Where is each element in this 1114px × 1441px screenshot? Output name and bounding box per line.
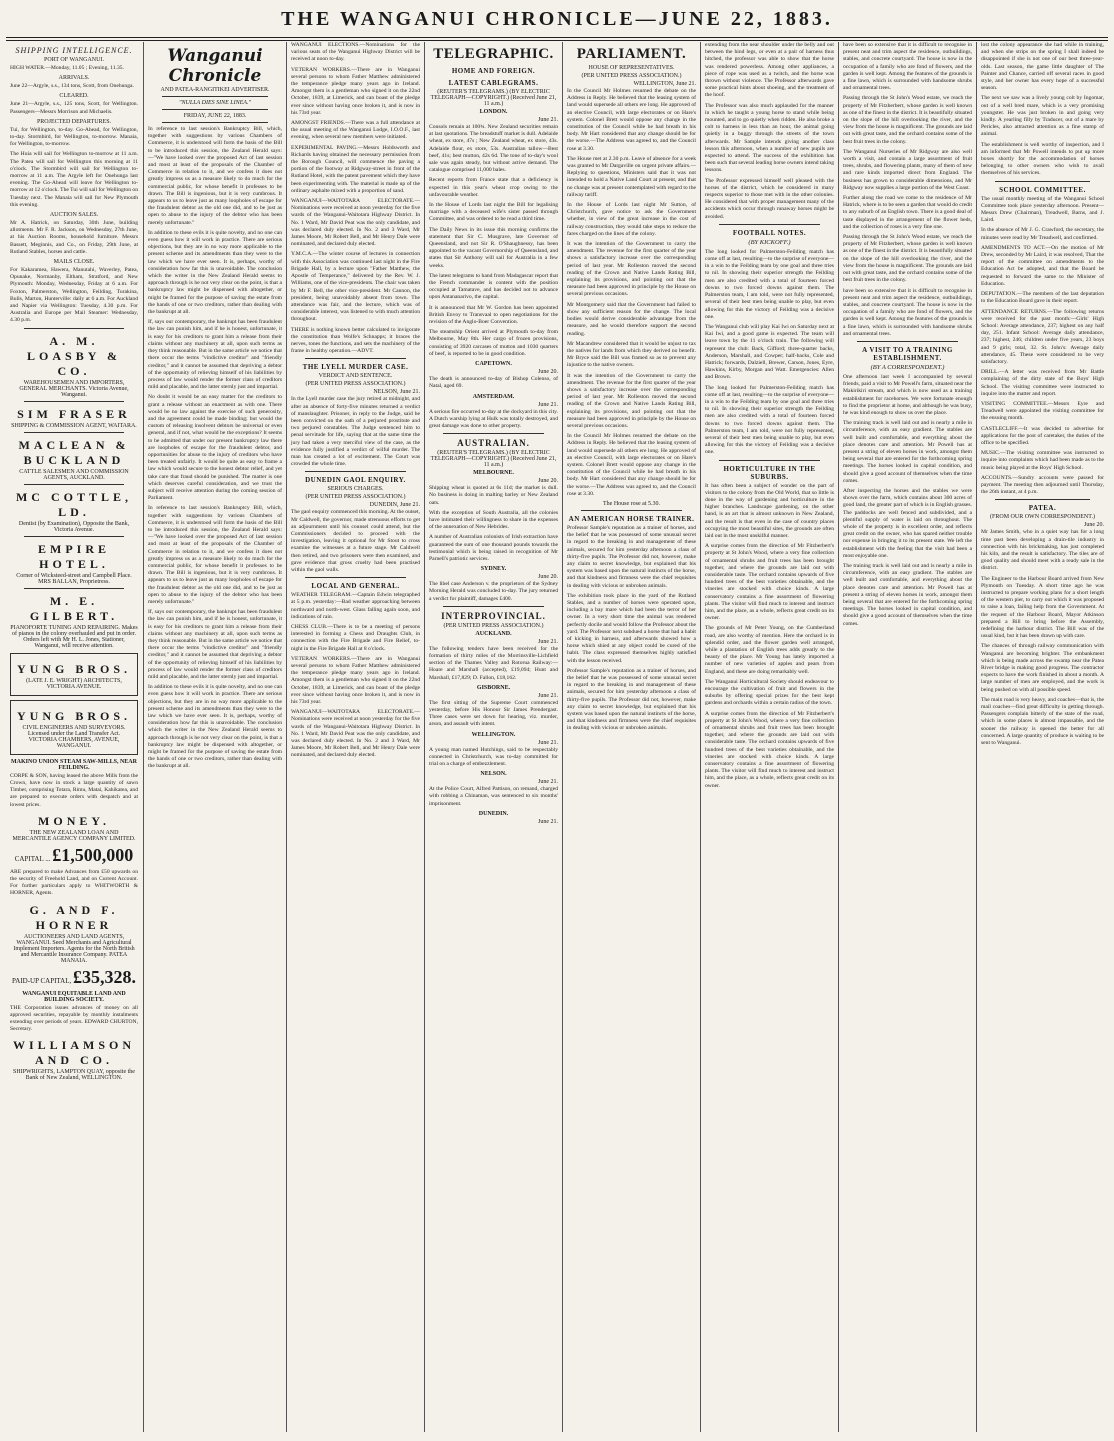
divider bbox=[443, 606, 544, 607]
ad-yung2-text: CIVIL ENGINEERS AND SURVEYORS. Licensed under the Land Transfer Act. VICTORIA CHAMBERS, AVENUE, WANGANUI. bbox=[22, 724, 126, 749]
parliament-close: The House rose at 5.30. bbox=[603, 500, 660, 507]
nameplate-sub: AND PATEA-RANGITIKEI ADVERTISER. bbox=[160, 87, 270, 93]
local-paragraph: AMONGST FRIENDS.—There was a full attendance at the usual meeting of the Wanganui Lodge, I.O.O.F., last evening, when several new members were initiated. bbox=[291, 120, 420, 141]
school-paragraph: ACCOUNTS.—Sundry accounts were passed for payment. The meeting then adjourned until Thursday, the 26th instant, at 4 p.m. bbox=[981, 474, 1104, 496]
ad-maclean-text: CATTLE SALESMEN AND COMMISSION AGENTS, AUCKLAND. bbox=[19, 468, 129, 481]
horticulture-paragraph: A surprise comes from the direction of Mr Fitzherbert's property at St John's Wood, where a very fine collection of ornamental shrubs and fruit trees has been brought together, and where the grounds are laid out with considerable taste. The orchard contains upwards of five hundred trees of the best varieties obtainable, and the vineries are stocked with choice kinds. A large conservatory contains a fine assortment of flowering plants. The visitor will find much to interest and instruct him, and the place, as a whole, reflects great credit on its owner. bbox=[705, 710, 834, 789]
dunedin-text: The gaol enquiry commenced this morning. At the outset, Mr Caldwell, the governor, made strenuous efforts to get an adjournment until his counsel could attend, but the Commissioners decided to proceed with the investigation, leaving it optional for Mr Stout to cross examine the witnesses at a future stage. Mr Caldwell then retired, and two prisoners were then examined, and gave evidence that gross cruelty had been practised within the gaol walls. bbox=[291, 509, 420, 573]
local-paragraph: EXPERIMENTAL PAVING.—Messrs Holdsworth and Richards having obtained the necessary permission from the Borough Council, will commence the paving a portion of the footway at Ridgway-street in front of the Rutland Hotel, with the patent pavement which they have been experimenting with. The material is made up of the ordinary asphalte mixed with a proportion of sand. bbox=[291, 144, 420, 194]
parliament-paragraph: The House met at 2.30 p.m. Leave of absence for a week was granted to Mr Dargaville on urgent private affairs.—Replying to questions, Ministers said that it was not intended to hold a Native Land Court at present, and that no change was at present contemplated with regard to the railway tariff. bbox=[567, 155, 696, 198]
column-football bbox=[701, 42, 838, 1432]
horse-heading: AN AMERICAN HORSE TRAINER. bbox=[568, 514, 695, 523]
horse-continued: The Professor was also much applauded for the manner in which he taught a young horse to stand while being mounted, and to go quietly when ridden. He also broke a colt to harness in less than an hour, the animal going quietly in a buggy through the streets of the town afterwards. Mr Sample intends giving another class lesson this afternoon, when a number of new pupils are expected to attend. The success of the exhibition has been such that several leading horse owners intend taking lessons. bbox=[705, 102, 834, 174]
auction-text: Mr A. Hatrick, on Saturday, 30th June, building allotments. Mr F. R. Jackson, on Wednesday, 27th June, at his Auction Rooms, household furniture. Messrs Bassett, Meginnis, and Co., on Friday, 29th June, at Rutland Stables, horses and cattle. bbox=[10, 220, 138, 255]
horse-continued: extending from the near shoulder under the belly and out between the hind legs, or even at a pair of harness thus hitched, the professor was able to show that the horse was rendered powerless. Among other appliances, a piece of rope was used as a twitch, and the horse was thrown without violence. The Professor afterwards gave some practical hints about shoeing, and the treatment of the hoof. bbox=[705, 42, 834, 99]
dunedin-subheading: SERIOUS CHARGES. bbox=[327, 486, 384, 493]
patea-heading: PATEA. bbox=[1028, 504, 1057, 513]
high-water-text: HIGH WATER.—Monday, 11.05 ; Evening, 11.35. bbox=[10, 65, 124, 71]
parliament-paragraph: In the House of Lords last night Mr Sutton, of Christchurch, gave notice to ask the Government whether, in view of the great increase in the cost of railway construction, they would take steps to reduce the fares charged on the lines of the colony. bbox=[567, 202, 696, 237]
school-paragraph: ATTENDANCE RETURNS.—The following returns were received for the past month:—Girls' High School: Average attendance, 237; highest on any half day, 251. Infant School: Average daily attendance, 237; highest, 246; children under five years, 23 boys and 9 girls; total, 32. St. John's: Average daily attendance, 45. These were considered to be very satisfactory. bbox=[981, 308, 1104, 365]
sydney-date: June 20. bbox=[538, 574, 558, 581]
projected-heading: PROJECTED DEPARTURES. bbox=[36, 118, 112, 125]
nelson-date: June 21. bbox=[538, 779, 558, 786]
local-paragraph: VETERAN WORKERS.—There are in Wanganui several persons to whom Father Matthew administered the temperance pledge many years ago in Ireland. Amongst them is a gentleman who signed it on the 22nd October, 1839, at Limerick, and can boast of the pledge ever since without having once broken it, and is now in his 73rd year. bbox=[291, 655, 420, 706]
ad-yung-box bbox=[10, 653, 138, 696]
motto: "NULLA DIES SINE LINEA." bbox=[179, 100, 251, 106]
cable-paragraph: In the House of Lords last night the Bill for legalising marriage with a deceased wife's sister passed through Committee, and was ordered to be read a third time. bbox=[429, 202, 558, 223]
suburbs-paragraph: Further along the road we come to the residence of Mr Hatrick, where is to be seen a garden that would do credit to any suburb of an English town. There is a good deal of taste displayed in the arrangement of the flower beds, and the collection of roses is a very fine one. bbox=[843, 195, 972, 230]
divider bbox=[24, 432, 124, 433]
horse-paragraph: Professor Sample's reputation as a trainer of horses, and the belief that he was possessed of some unusual secret in regard to the breaking in and management of these animals, secured for him yesterday afternoon a class of thirty-five pupils. The Professor did not, however, make any claim to secret knowledge, but explained that his system was based upon the natural instincts of the horse, and that kindness and firmness were the chief requisites in dealing with vicious or unbroken animals. bbox=[567, 524, 696, 589]
training-paragraph: The training track is well laid out and is nearly a mile in circumference, with an easy gradient. The stables are well built and comfortable, and everything about the place denotes care and attention. Mr Powell has at present a string of eleven horses in work, amongst them being several that are entered for the forthcoming spring meetings. The horses looked in capital condition, and should give a good account of themselves when the time comes. bbox=[843, 563, 972, 627]
horticulture-paragraph: The grounds of Mr Peter Young, on the Cumberland road, are also worthy of mention. Here the orchard is in splendid order, and the flower garden well arranged, while a plantation of English trees adds greatly to the beauty of the place. Mr Young has lately imported a number of new varieties of apples and pears from England, and these are doing remarkably well. bbox=[705, 625, 834, 675]
sailings-text: The Huia will sail for Wellington to-morrow at 11 a.m. The Patea will sail for Wellington this morning at 11 o'clock. The Stormbird will sail for Wellington to-morrow at 11 a.m. The Argyle left for Onehunga last evening. The Go-Ahead will leave for Wellington to-morrow at 12 o'clock. The Tui will sail for Wellington on Tuesday next. The Manaia will sail for New Plymouth this evening. bbox=[10, 151, 138, 208]
cable-paragraph: The Daily News in its issue this morning confirms the statement that Sir C. Musgrave, late Governor of Queensland, and not Sir R. O'Shaughnessy, has been appointed to the vacant Governorship of Queensland, and states that Sir Anthony will sail for Australia in a few weeks. bbox=[429, 226, 558, 269]
training-paragraph: One afternoon last week I accompanied by several friends, paid a visit to Mr Powell's farm, situated near the Makirikiri stream, and which is now used as a training establishment for racehorses. We were fortunate enough to find the proprietor at home, and although he was busy, he was kind enough to show us over the place. bbox=[843, 373, 972, 416]
column-shipping-ads bbox=[6, 42, 142, 1432]
divider bbox=[24, 484, 124, 485]
dunedin-assoc: (PER UNITED PRESS ASSOCIATION.) bbox=[305, 494, 406, 501]
parliament-paragraph: In the Council Mr Holmes resumed the debate on the Address in Reply. He believed that the leasing system of land would supersede all others ere long. He approved of an elective Council, with large electorates or on Hare's system. Colonel Brett would oppose any change in the constitution of the Council while he had breath in his body. Mr Hart considered that any change should be for the worse.—The Address was agreed to, and the Council rose at 3.30. bbox=[567, 88, 696, 152]
money-text: ARE prepared to make Advances from £50 upwards on the security of Freehold Land, and on Current Account. For further particulars apply to WHITWORTH & HORNER, Agents. bbox=[10, 868, 138, 897]
school-heading: SCHOOL COMMITTEE. bbox=[999, 185, 1086, 194]
column-local bbox=[287, 42, 424, 1432]
divider bbox=[305, 577, 406, 578]
australian-note: (REUTER'S TELEGRAMS.) (BY ELECTRIC TELEGRAPH—COPYRIGHT.) (Received June 21, 11 a.m.) bbox=[430, 450, 557, 469]
divider bbox=[581, 510, 682, 511]
divider bbox=[995, 181, 1090, 182]
local-paragraph: VETERAN WORKERS.—There are in Wanganui several persons to whom Father Matthew administered the temperance pledge many years ago in Ireland. Amongst them is a gentleman who signed it on the 22nd October, 1839, at Limerick, and can boast of the pledge ever since without having once broken it, and is now in his 73rd year. bbox=[291, 66, 420, 116]
cable-paragraph: The libel case Anderson v. the proprietors of the Sydney Morning Herald was concluded to-day. The jury returned a verdict for plaintiff, damages £400. bbox=[429, 581, 558, 602]
cable-paragraph: Recent reports from France state that a deficiency is expected in this year's wheat crop owing to the unfavourable weather. bbox=[429, 177, 558, 198]
training-continued: The establishment is well worthy of inspection, and I am informed that Mr Powell intends to put up more boxes shortly for the accommodation of horses belonging to other owners who wish to avail themselves of his services. bbox=[981, 141, 1104, 177]
sawmill-heading: MAKINO UNION STEAM SAW-MILLS, NEAR FEILDING. bbox=[11, 758, 137, 771]
local-paragraph: THERE is nothing known better calculated to invigorate the constitution than Wolfe's Schnapps; it braces the nerves, tones the functions, and sets the machinery of the frame in healthy operation.—ADVT. bbox=[291, 326, 420, 355]
paidup-label: PAID-UP CAPITAL, bbox=[12, 976, 73, 985]
horticulture-heading: HORTICULTURE IN THE SUBURBS. bbox=[723, 464, 816, 481]
amsterdam-date: June 21. bbox=[538, 401, 558, 408]
divider bbox=[162, 96, 268, 97]
local-paragraph: WANGANUI—WAITOTARA ELECTORATE.—Nominations were received at noon yesterday for the five wards of the Wanganui-Waitotara Highway District. In No. 1 Ward, Mr David Peat was the only candidate, and was declared duly elected. In No. 2 and 3 Ward, Mr James Moore, Mr Robert Bell, and Mr Henry Dale were nominated, and declared duly elected. bbox=[291, 198, 420, 248]
local-paragraph: WANGANUI—WAITOTARA ELECTORATE.—Nominations were received at noon yesterday for the five wards of the Wanganui-Waitotara Highway District. In No. 1 Ward, Mr David Peat was the only candidate, and was declared duly elected. In No. 2 and 3 Ward, Mr James Moore, Mr Robert Bell, and Mr Henry Dale were nominated, and declared duly elected. bbox=[291, 709, 420, 759]
suburbs-paragraph: have been so extensive that it is difficult to recognise in present neat and trim aspect the residence, outbuildings, stables, and concrete courtyard. The house is now in the occupation of a family who are fond of flowers, and the garden is well kept. Among the features of the grounds is a fine lawn, which is surrounded with handsome shrubs and ornamental trees. bbox=[843, 42, 972, 92]
ad-fraser-text: SHIPPING & COMMISSION AGENT, WAITARA. bbox=[11, 422, 137, 429]
masthead bbox=[0, 8, 1114, 36]
suburbs-paragraph: have been so extensive that it is difficult to recognise in present neat and trim aspect the residence, outbuildings, stables, and concrete courtyard. The house is now in the occupation of a family who are fond of flowers, and the garden is well kept. Among the features of the grounds is a fine lawn, which is surrounded with handsome shrubs and ornamental trees. bbox=[843, 287, 972, 337]
ad-society-title: WANGANUI EQUITABLE LAND AND BUILDING SOCIETY. bbox=[22, 990, 126, 1003]
lyell-subheading: VERDICT AND SENTENCE. bbox=[318, 373, 393, 380]
arrivals-heading: ARRIVALS. bbox=[58, 75, 90, 82]
column-suburbs bbox=[839, 42, 976, 1432]
paidup-line bbox=[10, 967, 138, 988]
ad-society-text: THE Corporation issues advances of money on all approved securities, repayable by monthly instalments extending over periods of years. EDWARD CHURTON, Secretary. bbox=[10, 1004, 138, 1033]
ad-cottle-text: Dentist (by Examination), Opposite the Bank, Victoria Avenue. bbox=[18, 520, 130, 533]
cable-paragraph: It is announced that Mr W. Gordon has been appointed British Envoy to Transvaal to open negotiations for the revision of the Anglo-Boer Convention. bbox=[429, 304, 558, 326]
divider bbox=[443, 433, 544, 434]
dunedin-dateline: DUNEDIN, June 21. bbox=[369, 502, 420, 509]
capital-value: £1,500,000 bbox=[52, 844, 134, 865]
school-paragraph: The usual monthly meeting of the Wanganui School Committee took place yesterday afternoon. Present—Messrs Drew (Chairman), Treadwell, Barns, and J. Laird. bbox=[981, 195, 1104, 224]
capital-label: CAPITAL ... bbox=[14, 854, 53, 863]
capetown-date: June 20. bbox=[538, 369, 558, 376]
melbourne-heading: MELBOURNE. bbox=[473, 470, 514, 477]
local-paragraph: CHESS CLUB.—There is to be a meeting of persons interested in forming a Chess and Draughts Club, in connection with the Fire Brigade and Fire Relief, to-night in the Fire Brigade Hall at 8 o'clock. bbox=[291, 624, 420, 652]
school-paragraph: DRILL.—A letter was received from Mr Battle complaining of the dirty state of the Boys' High School. The visiting committee were instructed to inquire into the matter and report. bbox=[981, 369, 1104, 397]
arrivals-text: June 22—Argyle, s.s., 134 tons, Scott, from Onehunga. bbox=[10, 83, 134, 90]
patea-date: June 20. bbox=[1084, 522, 1104, 529]
training-paragraph: The training track is well laid out and is nearly a mile in circumference, with an easy gradient. The stables are well built and comfortable, and everything about the place denotes care and attention. Mr Powell has at present a string of eleven horses in work, amongst them being several that are entered for the forthcoming spring meetings. The horses looked in capital condition, and should give a good account of themselves when the time comes. bbox=[843, 420, 972, 484]
leader-paragraph: In reference to last session's Bankruptcy Bill, which, together with suggestions by various Chambers of Commerce, it is understood will form the basis of the Bill to be introduced this session, the Zealand Herald says:—"We have looked over the proposed Act of last session and most at least of the proposals of the Chamber of Commerce in relation to it, and we confess it does not greatly impress us as a measure likely to do much for the commercial public, for whose benefit it professes to be drawn. The Bill is ingenious, but it is very cumbrous. It appears to us to leave just as many loopholes of escape for the fraudulent debtor as the old one did, and to be just as open to abuse to the injury of the debtor who has been merely unfortunate." bbox=[148, 126, 282, 226]
telegraphic-sub1: HOME AND FOREIGN. bbox=[451, 67, 536, 75]
parliament-paragraph: In the Council Mr Holmes resumed the debate on the Address in Reply. He believed that the leasing system of land would supersede all others ere long. He approved of an elective Council, with large electorates or on Hare's system. Colonel Brett would oppose any change in the constitution of the Council while he had breath in his body. Mr Hart considered that any change should be for the worse.—The Address was agreed to, and the Council rose at 3.30. bbox=[567, 433, 696, 497]
parliament-dateline: WELLINGTON, June 21. bbox=[633, 81, 696, 87]
ad-gilbert-text: PIANOFORTE TUNING AND REPAIRING. Makes of pianos in the colony overhauled and put in order. Orders left with Mr H. L. Jones, Stationer, Wanganui, will receive attention. bbox=[10, 624, 138, 649]
ad-yung-title: YUNG BROS. bbox=[16, 661, 131, 676]
leader-paragraph: In addition to these evils it is quite novelty, and no one can even guess how it will work in practice. There are serious objections, but they are in no way more applicable to the present scheme and its amendments than they were to the law which we have ever seen. It is, perhaps, worthy of consideration how far this is unavoidable. The conclusion which the writer in the New Zealand Herald seems to approach through is he not very clear on the point, is that a bankruptcy law might be dispensed with altogether, or might be framed for the purpose of saving the estate from the hands of one or two creditors, rather than dealing with the bankrupt at all. bbox=[148, 684, 282, 770]
patea-paragraph: The main road is very heavy, and coaches—that is, the mail coaches—find great difficulty in getting through. Passengers complain bitterly of the state of the road, which in some places is almost impassable, and the sooner the railway is opened the better for all concerned. A large quantity of produce is waiting to be sent to Wanganui. bbox=[981, 696, 1104, 747]
dunedin2-heading: DUNEDIN. bbox=[478, 810, 509, 817]
local-paragraph: WEATHER TELEGRAM.—Captain Edwin telegraphed at 5 p.m. yesterday:—Bad weather approaching between northward and north-west. Glass falling again soon, and indications of rain. bbox=[291, 592, 420, 620]
parliament-subheading: HOUSE OF REPRESENTATIVES. bbox=[588, 65, 675, 71]
shipping-heading: SHIPPING INTELLIGENCE. bbox=[15, 46, 133, 55]
cleared-text: June 21—Argyle, s.s., 125 tons, Scott, for Wellington. Passengers—Messrs Morrison and Michaelis. bbox=[10, 101, 138, 115]
patea-paragraph: Mr James Smith, who in a quiet way has for a long time past been developing a drain-tile industry in connection with his brickmaking, has just completed his kiln, and the result is satisfactory. The tiles are of good quality and should meet with a ready sale in the district. bbox=[981, 529, 1104, 572]
cable-paragraph: At the Police Court, Alfred Pattison, on remand, charged with robbing a Chinaman, was sentenced to six months' imprisonment. bbox=[429, 786, 558, 807]
divider bbox=[305, 358, 406, 359]
football-paragraph: The long looked for Palmerston-Feilding match has come off at last, resulting—to the surprise of everyone—in a win to the Feilding team by one goal and three tries to nil. In showing their superior strength the Feilding men are also credited with a total of fourteen forced downs to two forced downs against them. The Palmerston team, I am told, were not fully represented, several of their best men being unable to play, but even allowing for this the victory of Feilding was a decisive one. bbox=[705, 248, 834, 320]
ad-yung2-box bbox=[10, 700, 138, 755]
parliament-heading: PARLIAMENT. bbox=[576, 46, 687, 62]
divider bbox=[857, 341, 958, 342]
ad-horner-text: AUCTIONEERS AND LAND AGENTS, WANGANUI. Seed Merchants and Agricultural Implement Importers. Agents for the North British and Mercantile Insurance Company. PATEA MANAIA. bbox=[13, 933, 135, 964]
lyell-text: In the Lyell murder case the jury retired at midnight, and after an absence of forty-five minutes returned a verdict of manslaughter. Prisoner, in reply to the Judge, said he been convicted on the oath of a perjured prostitute and two perjured constables. The Judge sentenced him to penal servitude for life, saying that at the same time the jury had taken a very merciful view of the case, as the evidence fully justified a verdict of wilful murder. The man has created a lot of excitement. The Court was crowded the whole time. bbox=[291, 396, 420, 468]
column-telegraphic bbox=[425, 42, 562, 1432]
column-parliament bbox=[563, 42, 700, 1432]
wellington-date: June 21. bbox=[538, 739, 558, 746]
football-byline: (BY KICKOFF.) bbox=[748, 238, 791, 246]
divider bbox=[995, 499, 1090, 500]
leader-paragraph: If, says our contemporary, the bankrupt has been fraudulent the law can punish him, and if he is honest, unfortunate, it is easy for his creditors to grant him a release from their claims without any machinery at all, upon such terms as they think reasonable. But in the same article we notice that there occur the terms "vindictive creditor" and "friendly creditor," and it cannot be assumed that depriving a debtor of the opportunity of relieving himself of his liabilities by process of law would render the former class of creditors mild and placable, and the latter sternly just and impartial. bbox=[148, 319, 282, 391]
telegraphic-note: (REUTER'S TELEGRAMS.) (BY ELECTRIC TELEGRAPH—COPYRIGHT.) (Received June 21, 11 a.m.) bbox=[430, 89, 557, 107]
ad-maclean-title: MACLEAN & BUCKLAND bbox=[18, 437, 130, 467]
paidup-value: £35,328. bbox=[72, 966, 136, 987]
lyell-heading: THE LYELL MURDER CASE. bbox=[302, 363, 409, 372]
training-continued: lost the colony appearance she had while in training, and when she strips on the spring I shall indeed be disappointed if she is not one of our best three-year-olds. Last season, the game little daughter of The Painter and Chance, carried off several races in good style, and her owner has every hope of a successful season. bbox=[981, 42, 1104, 92]
football-heading: FOOTBALL NOTES. bbox=[732, 228, 807, 237]
mails-heading: MAILS CLOSE. bbox=[53, 259, 95, 266]
ad-loasby-text: WAREHOUSEMEN AND IMPORTERS, GENERAL MERCHANTS. Victoria Avenue, Wanganui. bbox=[19, 379, 129, 398]
cable-paragraph: A serious fire occurred to-day at the dockyard in this city. A Dutch warship lying at Hulk was totally destroyed, and great damage was done to other property. bbox=[429, 408, 558, 429]
london-date: June 21. bbox=[538, 117, 558, 123]
parliament-paragraph: Mr Montgomery said that the Government had failed to show any sufficient reason for the change. The local bodies would derive considerable advantage from the measure, and he would therefore support the second reading. bbox=[567, 301, 696, 337]
telegraphic-sub2: LATEST CABLEGRAMS. bbox=[448, 79, 539, 87]
ad-yung2-title: YUNG BROS. bbox=[16, 708, 131, 723]
ad-empire-title: EMPIRE HOTEL. bbox=[38, 541, 110, 571]
school-paragraph: In the absence of Mr J. G. Crawford, the secretary, the minutes were read by Mr Treadwell, and confirmed. bbox=[981, 227, 1104, 241]
suburbs-paragraph: Passing through the St John's Wood estate, we reach the property of Mr Fitzherbert, whose garden is well known as one of the finest in the district. It is beautifully situated on the slope of the hill overlooking the river, and the view from the house is magnificent. The grounds are laid out with great taste, and the orchard contains some of the best fruit trees in the colony. bbox=[843, 234, 972, 284]
horticulture-paragraph: The Wanganui Horticultural Society should endeavour to encourage the cultivation of fruit and flowers in the suburbs by offering special prizes for the best kept gardens and orchards within a certain radius of the town. bbox=[705, 678, 834, 707]
money-heading: MONEY. bbox=[38, 813, 110, 828]
patea-paragraph: The Engineer to the Harbour Board arrived from New Plymouth on Tuesday. A short time ago he was instructed to prepare working plans for a short length of the western pier, to carry out which it was proposed to raise a loan, failing help from the Government. At the request of the Harbour Board, Mayor Atkinson prepared a Bill to bring before the Assembly, redefining the harbour district. The Bill was of the usual kind, but it has been drawn up with care. bbox=[981, 575, 1104, 640]
capetown-heading: CAPETOWN. bbox=[475, 361, 512, 368]
local-heading: LOCAL AND GENERAL. bbox=[311, 582, 400, 591]
divider bbox=[719, 460, 820, 461]
ad-williamson-title: WILLIAMSON AND CO. bbox=[12, 1038, 135, 1068]
school-paragraph: AMENDMENTS TO ACT.—On the motion of Mr Drew, seconded by Mr Laird, it was resolved, That the report of the committee on amendments to the Education Act be adopted, and that the Board be requested to forward the same to the Minister of Education. bbox=[981, 244, 1104, 287]
telegraphic-heading: TELEGRAPHIC. bbox=[433, 46, 554, 62]
ad-fraser-title: SIM FRASER bbox=[17, 406, 131, 421]
capital-line bbox=[10, 845, 138, 866]
nelson-heading: NELSON. bbox=[480, 771, 507, 778]
interprovincial-assoc: (PER UNITED PRESS ASSOCIATION.) bbox=[443, 622, 544, 629]
training-paragraph: After inspecting the horses and the stables we were shown over the farm, which contains about 300 acres of good land, the greater part of which is in English grasses. The paddocks are well fenced and subdivided, and a plentiful supply of water is laid on throughout. The whole of the property is in excellent order, and reflects great credit on the owner, who has spared neither trouble nor expense in bringing it to its present state. We left the establishment with the feeling that the visit had been a most enjoyable one. bbox=[843, 487, 972, 559]
training-heading: A VISIT TO A TRAINING ESTABLISHMENT. bbox=[862, 345, 953, 362]
school-paragraph: VISITING COMMITTEE.—Messrs Eyre and Treadwell were appointed the visiting committee for the ensuing month. bbox=[981, 400, 1104, 422]
football-paragraph: The Wanganui club will play Kai Iwi on Saturday next at Kai Iwi, and a good game is expected. The team will leave town by the 11 o'clock train. The following will represent the club: Back, Gifford; three-quarter backs, Anderson, Marshall, and Cowper; half-backs, Cole and Hatrick; forwards, Dalziell, Brewer, Carson, Jones, Eyre, Hawkins, Kirby, Morgan and Watt. Emergencies: Allen and Brown. bbox=[705, 323, 834, 381]
divider bbox=[162, 122, 268, 123]
nameplate: Wanganui Chronicle bbox=[167, 46, 263, 86]
school-paragraph: DEPUTATION.—The members of the last deputation to the Education Board gave in their report. bbox=[981, 291, 1104, 305]
leader-paragraph: No doubt it would be an easy matter for the creditors to grant a release without an enactment as with one. There would be no law against the exercise of such generosity, and the agreement could be made binding; but would the custom of releasing insolvent debtors be universal or even general, and if not, what would be the exceptions? It seems to be admitted that under our present bankruptcy law there are loopholes of escape for the fraudulent debtor, and opportunities for abuse to the injury of creditors who have been treated unfairly. It would be quite as easy to frame a law which would secure to the honest debtor relief, and yet take care that fraud should be punished. The matter is one which deserves careful consideration, and we trust the subject will receive attention during the coming session of Parliament. bbox=[148, 394, 282, 502]
suburbs-paragraph: The Wanganui Nurseries of Mr Ridgway are also well worth a visit, and contain a large assortment of fruit trees, shrubs, and flowering plants, many of them of new and rare kinds imported direct from England. The business has grown to considerable dimensions, and Mr Ridgway now supplies a large portion of the West Coast. bbox=[843, 148, 972, 191]
money-subheading: THE NEW ZEALAND LOAN AND MERCANTILE AGENCY COMPANY LIMITED. bbox=[12, 829, 136, 842]
parliament-paragraph: It was the intention of the Government to carry the amendment. The revenue for the first quarter of the year shows a satisfactory increase over the corresponding period of last year. Mr Rolleston moved the second reading of the Crown and Native Lands Rating Bill, explaining its provisions, and pointing out that the measure had been approved in principle by the House on several previous occasions. bbox=[567, 241, 696, 298]
suburbs-paragraph: Passing through the St John's Wood estate, we reach the property of Mr Fitzherbert, whose garden is well known as one of the finest in the district. It is beautifully situated on the slope of the hill overlooking the river, and the view from the house is magnificent. The grounds are laid out with great taste, and the orchard contains some of the best fruit trees in the colony. bbox=[843, 95, 972, 145]
masthead-rule bbox=[6, 37, 1108, 38]
school-paragraph: MUSIC.—The visiting committee was instructed to inquire into complaints which had been made as to the music being played at the Boys' High School. bbox=[981, 450, 1104, 471]
auckland-heading: AUCKLAND. bbox=[475, 630, 512, 637]
column-editorial bbox=[144, 42, 286, 1432]
cable-paragraph: A young man named Hutchings, said to be respectably connected in Christchurch, was to-day committed for trial on a charge of embezzlement. bbox=[429, 746, 558, 767]
football-paragraph: The long looked for Palmerston-Feilding match has come off at last, resulting—to the surprise of everyone—in a win to the Feilding team by one goal and three tries to nil. In showing their superior strength the Feilding men are also credited with a total of fourteen forced downs to two forced downs against them. The Palmerston team, I am told, were not fully represented, several of their best men being unable to play, but even allowing for this the victory of Feilding was a decisive one. bbox=[705, 384, 834, 456]
london-heading: LONDON. bbox=[479, 109, 508, 115]
divider bbox=[24, 401, 124, 402]
gisborne-heading: GISBORNE. bbox=[476, 684, 511, 691]
column-school bbox=[977, 42, 1108, 1432]
divider bbox=[162, 109, 268, 110]
sawmill-text: CORPE & SON, having leased the above Mills from the Crown, have now in stock a large quantity of sawn Timber, comprising Totara, Rimu, Matai, Kahikatea, and are prepared to execute orders with despatch and at lowest prices. bbox=[10, 772, 138, 808]
horse-paragraph: Professor Sample's reputation as a trainer of horses, and the belief that he was possessed of some unusual secret in regard to the breaking in and management of these animals, secured for him yesterday afternoon a class of thirty-five pupils. The Professor did not, however, make any claim to secret knowledge, but explained that his system was based upon the natural instincts of the horse, and that kindness and firmness were the chief requisites in dealing with vicious or unbroken animals. bbox=[567, 667, 696, 732]
ad-horner-title: G. AND F. HORNER bbox=[29, 902, 119, 932]
interprovincial-heading: INTERPROVINCIAL. bbox=[441, 610, 546, 621]
local-paragraph: WANGANUI ELECTIONS.—Nominations for the various seats of the Wanganui Highway District will be received at noon to-day. bbox=[291, 42, 420, 63]
divider bbox=[24, 328, 124, 329]
australian-heading: AUSTRALIAN. bbox=[457, 438, 530, 449]
patea-paragraph: The chances of through railway communication with Wanganui are becoming brighter. The embankment which is being made across the swamp near the Patea River bridge is making good progress. The contractor expects to have the work finished in about a month. A large number of men are employed, and the work is being pushed on with all possible speed. bbox=[981, 643, 1104, 693]
mails-text: For Kakaramea, Hawera, Manutahi, Waverley, Patea, Opunake, Normanby, Eltham, Stratford, and New Plymouth: Monday, Wednesday, Friday at 6 a.m. For Foxton, Palmerston, Wellington, Feilding, Turakina, Bulls, Marton, Hunterville: daily at 6 a.m. For Auckland and Napier via Wellington: Tuesday, 4.30 p.m. For Australia and Europe per Mail Steamer: Wednesday, 4.30 p.m. bbox=[10, 267, 138, 324]
divider bbox=[719, 224, 820, 225]
dunedin2-date: June 21. bbox=[538, 818, 558, 825]
cable-paragraph: With the exception of South Australia, all the colonies have intimated their willingness to share in the expenses of the annexation of New Hebrides. bbox=[429, 509, 558, 531]
port-heading: PORT OF WANGANUI. bbox=[44, 57, 104, 63]
amsterdam-heading: AMSTERDAM. bbox=[472, 393, 515, 400]
school-paragraph: CASTLECLIFF.—It was decided to advertise for applications for the post of caretaker, the duties of the office to be specified. bbox=[981, 425, 1104, 446]
ad-cottle-title: MC COTTLE, LD. bbox=[15, 489, 132, 519]
issue-date: FRIDAY, JUNE 22, 1883. bbox=[183, 113, 247, 119]
cable-paragraph: The first sitting of the Supreme Court commenced yesterday, before His Honour Sir James Prendergast. Three cases were set down for hearing, viz. murder, arson, and assault with intent. bbox=[429, 699, 558, 728]
cable-paragraph: The death is announced to-day of Bishop Colenso, of Natal, aged 69. bbox=[429, 376, 558, 390]
leader-paragraph: If, says our contemporary, the bankrupt has been fraudulent the law can punish him, and if he is honest, unfortunate, it is easy for his creditors to grant him a release from their claims without any machinery at all, upon such terms as they think reasonable. But in the same article we notice that there occur the terms "vindictive creditor" and "friendly creditor," and it cannot be assumed that depriving a debtor of the opportunity of relieving himself of his liabilities by process of law would render the former class of creditors mild and placable, and the latter sternly just and impartial. bbox=[148, 609, 282, 681]
wellington-heading: WELLINGTON. bbox=[471, 731, 516, 738]
horticulture-paragraph: A surprise comes from the direction of Mr Fitzherbert's property at St John's Wood, where a very fine collection of ornamental shrubs and fruit trees has been brought together, and where the grounds are laid out with considerable taste. The orchard contains upwards of five hundred trees of the best varieties obtainable, and the vineries are stocked with choice kinds. A large conservatory contains a fine assortment of flowering plants. The visitor will find much to interest and instruct him, and the place, as a whole, reflects great credit on its owner. bbox=[705, 543, 834, 622]
lyell-assoc: (PER UNITED PRESS ASSOCIATION.) bbox=[305, 381, 406, 388]
cable-paragraph: Shipping wheat is quoted at 6s 11d; the market is dull. No business is doing in malting barley or New Zealand oats. bbox=[429, 485, 558, 506]
training-byline: (BY A CORRESPONDENT.) bbox=[870, 363, 945, 371]
melbourne-date: June 20. bbox=[538, 478, 558, 485]
cable-paragraph: The following tenders have been received for the formation of thirty miles of the Morrinsville-Lichfield section of the Thames Valley and Rotorua Railway:—Hoare and Marshall (accepted), £19,094; Hunt and Marshall, £17,829; D. Fallon, £18,162. bbox=[429, 645, 558, 681]
dunedin-heading: DUNEDIN GAOL ENQUIRY. bbox=[305, 476, 406, 485]
cable-paragraph: A number of Australian colonists of Irish extraction have guaranteed the sum of one thousand pounds towards the testimonial which is being raised in recognition of Mr Parnell's patriotic services. bbox=[429, 534, 558, 562]
masthead-title: THE WANGANUI CHRONICLE—JUNE 22, 1883. bbox=[281, 8, 833, 30]
ad-gilbert-title: M. E. GILBERT. bbox=[29, 593, 119, 623]
ad-empire-text: Corner of Wicksteed-street and Campbell Place. MRS BALLAN, Proprietress. bbox=[16, 572, 132, 585]
divider bbox=[24, 536, 124, 537]
ad-williamson-text: SHIPWRIGHTS, LAMPTON QUAY, opposite the Bank of New Zealand, WELLINGTON. bbox=[13, 1069, 135, 1082]
lyell-dateline: NELSON, June 21. bbox=[373, 389, 420, 396]
parliament-assoc: (PER UNITED PRESS ASSOCIATION.) bbox=[581, 73, 682, 79]
cable-paragraph: The latest telegrams to hand from Madagascar report that the French commander is content with the position occupied at Tamatave, and has decided not to advance upon Antananarivo, the capital. bbox=[429, 272, 558, 301]
cleared-heading: CLEARED. bbox=[59, 93, 89, 100]
ad-loasby-title: A. M. LOASBY & CO. bbox=[27, 333, 121, 378]
cable-paragraph: The steamship Orient arrived at Plymouth to-day from Melbourne, May 8th. Her cargo of frozen provisions, consisting of 3920 carcases of mutton and 1030 quarters of beef, is reported to be in good condition. bbox=[429, 329, 558, 357]
gisborne-date: June 21. bbox=[538, 692, 558, 699]
horticulture-paragraph: It has often been a subject of wonder on the part of visitors to the colony from the Old World, that so little is done in the way of gardening and horticulture in the higher branches. Landscape gardening, on the other hand, is an art that is almost unknown in New Zealand, and the result is that even in the case of country places occupying the most beautiful sites, the grounds are often laid out in the most unskilful manner. bbox=[705, 482, 834, 539]
patea-subheading: (FROM OUR OWN CORRESPONDENT.) bbox=[990, 514, 1095, 521]
parliament-paragraph: Mr Macandrew considered that it would be unjust to tax the natives for lands from which they derived no benefit. Mr Bryce said the Bill was framed so as to prevent any injustice to the native owners. bbox=[567, 340, 696, 369]
training-continued: The next we saw was a lively young colt by Ingomar, out of a well bred mare, which is a very promising youngster. He was just broken in and going very kindly. A yearling filly by Traducer, out of a mare by Pericles, also attracted attention as a fine stamp of animal. bbox=[981, 95, 1104, 138]
cable-paragraph: Consols remain at 100¾. New Zealand securities remain at last quotations. The breadstuff market is dull. Adelaide wheat, ex store, 47s ; New Zealand wheat, ex store, 43s. Adelaide flour, ex store, 53s. Australian tallow—Best beef, 41s; best mutton, 42s 6d. The tone of to-day's wool sale was again steady, but without active demand. The catalogue comprised 11,000 bales. bbox=[429, 124, 558, 174]
horse-continued: The Professor expressed himself well pleased with the horses of the district, which he considered in many respects superior to those met with in the other colonies. He considered that with proper management many of the accidents which occur through runaway horses might be avoided. bbox=[705, 177, 834, 220]
leader-paragraph: In addition to these evils it is quite novelty, and no one can even guess how it will work in practice. There are serious objections, but they are in no way more applicable to the present scheme and its amendments than they were to the law which we have ever seen. It is, perhaps, worthy of consideration how far this is unavoidable. The conclusion which the writer in the New Zealand Herald seems to approach through is he not very clear on the point, is that a bankruptcy law might be dispensed with altogether, or might be framed for the purpose of saving the estate from the hands of one or two creditors, rather than dealing with the bankrupt at all. bbox=[148, 229, 282, 316]
auckland-date: June 21. bbox=[538, 638, 558, 645]
auction-heading: AUCTION SALES. bbox=[49, 212, 99, 219]
masthead-rule-2 bbox=[6, 40, 1108, 41]
projected-text: Tui, for Wellington, to-day. Go-Ahead, for Wellington, to-day. Stormbird, for Wellington, to-morrow. Manaia, for Wellington, to-morrow. bbox=[10, 126, 138, 148]
parliament-paragraph: It was the intention of the Government to carry the amendment. The revenue for the first quarter of the year shows a satisfactory increase over the corresponding period of last year. Mr Rolleston moved the second reading of the Crown and Native Lands Rating Bill, explaining its provisions, and pointing out that the measure had been approved in principle by the House on several previous occasions. bbox=[567, 372, 696, 429]
local-paragraph: Y.M.C.A.—The winter course of lectures in connection with this Association was continued last night in the Fire Brigade Hall, by a lecture upon "Father Matthew, the Apostle of Temperance," delivered by the Rev. W. J. Williams, one of the vice-presidents. The chair was taken by Mr F. Bell, the other vice-president. Mr Cannon, the president, being unavoidably absent from town. The attendance was fair, and the lecture, which was of considerable interest, was listened to with much attention throughout. bbox=[291, 251, 420, 323]
horse-paragraph: The exhibition took place in the yard of the Rutland Stables, and a number of horses were operated upon, including a bay mare which had been the terror of her owner. In a very short time the animal was rendered perfectly docile and would follow the Professor about the yard. The Professor next subdued a horse that had a habit of kicking in harness, and afterwards showed how a horse which shied at any object could be cured of the habit. The class expressed themselves highly satisfied with the lesson received. bbox=[567, 592, 696, 664]
leader-paragraph: In reference to last session's Bankruptcy Bill, which, together with suggestions by various Chambers of Commerce, it is understood will form the basis of the Bill to be introduced this session, the Zealand Herald says:—"We have looked over the proposed Act of last session and most at least of the proposals of the Chamber of Commerce in relation to it, and we confess it does not greatly impress us as a measure likely to do much for the commercial public, for whose benefit it professes to be drawn. The Bill is ingenious, but it is very cumbrous. It appears to us to leave just as many loopholes of escape for the fraudulent debtor as the old one did, and to be just as open to abuse to the injury of the debtor who has been merely unfortunate." bbox=[148, 505, 282, 605]
divider bbox=[305, 471, 406, 472]
divider bbox=[24, 588, 124, 589]
sydney-heading: SYDNEY. bbox=[480, 566, 507, 573]
ad-yung-text: (LATE J. E. WRIGHT) ARCHITECTS, VICTORIA AVENUE. bbox=[26, 677, 122, 690]
